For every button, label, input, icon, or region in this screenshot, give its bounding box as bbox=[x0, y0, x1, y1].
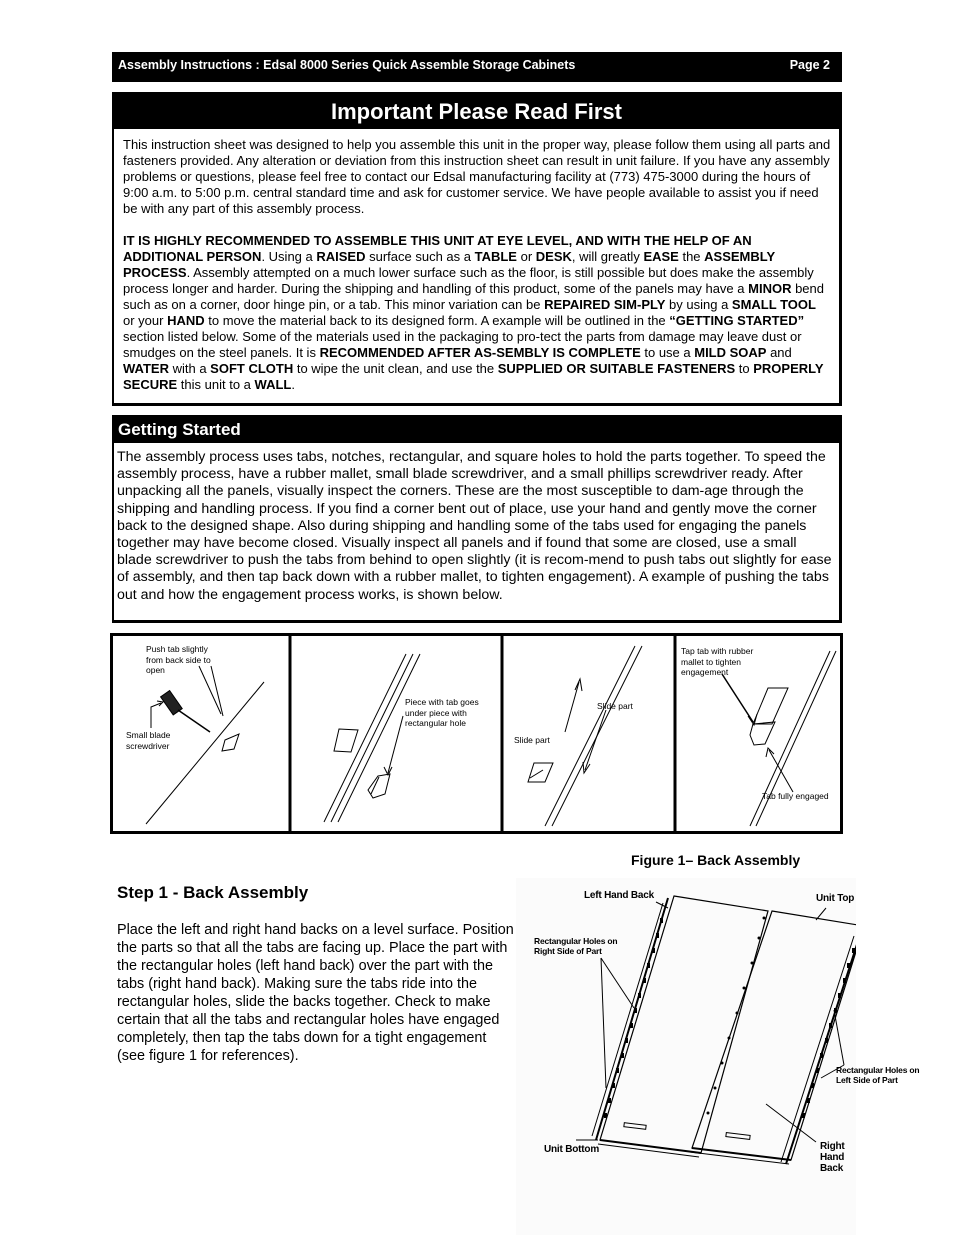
para-2-segment: IT IS HIGHLY RECOMMENDED TO ASSEMBLE THIS UNIT AT EYE LEVEL, AND WITH THE HELP OF AN ADDITIONAL PERSON bbox=[123, 233, 752, 264]
para-2-segment: the bbox=[678, 249, 705, 264]
label-unit-bottom: Unit Bottom bbox=[544, 1144, 600, 1155]
para-2-segment: this unit to a bbox=[177, 377, 255, 392]
page-number: Page 2 bbox=[789, 58, 830, 72]
getting-started-heading: Getting Started bbox=[114, 417, 839, 443]
step-1-title: Step 1 - Back Assembly bbox=[117, 883, 309, 902]
para-2-segment: MILD SOAP bbox=[694, 345, 767, 360]
para-2-segment: HAND bbox=[167, 313, 205, 328]
para-2-segment: SOFT CLOTH bbox=[210, 361, 294, 376]
para-2-segment: with a bbox=[168, 361, 211, 376]
document-title: Assembly Instructions : Edsal 8000 Series Quick Assemble Storage Cabinets bbox=[118, 58, 576, 72]
para-2-segment: to wipe the unit clean, and use the bbox=[293, 361, 498, 376]
figure-caption: Figure 1– Back Assembly bbox=[631, 852, 801, 868]
para-2-segment: . bbox=[291, 377, 295, 392]
tab-engagement-illustrations bbox=[110, 633, 843, 834]
para-2-segment: REPAIRED SIM-PLY bbox=[544, 297, 666, 312]
para-2-segment: and bbox=[766, 345, 792, 360]
label-rectangular-holes-right: Rectangular Holes on Right Side of Part bbox=[534, 936, 618, 956]
label-right-hand-back: Right Hand Back bbox=[820, 1141, 845, 1174]
para-2-segment: PROPERLY SECURE bbox=[123, 361, 824, 392]
para-2-segment: to use a bbox=[640, 345, 695, 360]
para-2-segment: MINOR bbox=[748, 281, 792, 296]
back-assembly-drawing bbox=[516, 878, 856, 1235]
label-unit-top: Unit Top bbox=[816, 893, 855, 904]
back-assembly-figure bbox=[516, 878, 920, 1235]
para-2-segment: . Assembly attempted on a much lower surface such as the floor, is still possible but does make the assembly process longer and harder. During the shipping and handling of this product, some of the panels may have a bbox=[123, 265, 814, 296]
panel-3-slide-label-b: Slide part bbox=[597, 701, 633, 711]
important-para-2 bbox=[123, 233, 831, 393]
para-2-segment: ASSEMBLY PROCESS bbox=[123, 249, 775, 280]
para-2-segment: RECOMMENDED AFTER AS-SEMBLY IS COMPLETE bbox=[319, 345, 641, 360]
para-2-segment: , will greatly bbox=[571, 249, 644, 264]
para-2-segment: bend such as on a corner, door hinge pin, or a tab. This minor variation can be bbox=[123, 281, 825, 312]
para-2-segment: surface such as a bbox=[365, 249, 475, 264]
para-2-segment: by using a bbox=[665, 297, 732, 312]
para-2-segment: “GETTING STARTED” bbox=[669, 313, 805, 328]
para-2-segment: or bbox=[516, 249, 536, 264]
panel-2-piece-label: Piece with tab goes under piece with rectangular hole bbox=[405, 697, 479, 728]
step-1-text: Place the left and right hand backs on a level surface. Position the parts so that all the tabs are facing up. Place the part with the rectangular holes (left hand back) over the part with the tabs (right hand back). Making sure the tabs ride into the rectangular holes, slide the backs together. Check to make certain that all the tabs and rectangular holes have engaged completely, then tap the tabs down for a tight engagement (see figure 1 for references). bbox=[117, 922, 514, 1064]
important-para-1: This instruction sheet was designed to help you assemble this unit in the proper way, please follow them using all parts and fasteners provided. Any alteration or deviation from this instruction sheet can result in unit failure. If you have any assembly problems or questions, please feel free to contact our Edsal manufacturing facility at (773) 475-3000 during the hours of 9:00 a.m. to 5:00 p.m. central standard time and ask for customer service. We have people available to assist you if need be with any part of this assembly process. bbox=[123, 137, 831, 216]
para-2-segment: WALL bbox=[254, 377, 292, 392]
panel-1-screwdriver-label: Small blade screwdriver bbox=[126, 730, 171, 751]
para-2-segment: RAISED bbox=[316, 249, 366, 264]
para-2-segment: EASE bbox=[643, 249, 679, 264]
para-2-segment: or your bbox=[123, 313, 168, 328]
label-rectangular-holes-left: Rectangular Holes on Left Side of Part bbox=[836, 1065, 920, 1085]
para-2-segment: to move the material back to its designed form. A example will be outlined in the bbox=[204, 313, 670, 328]
getting-started-section bbox=[112, 415, 842, 623]
para-2-segment: to bbox=[735, 361, 754, 376]
panel-3-slide-label-a: Slide part bbox=[514, 735, 550, 745]
para-2-segment: SUPPLIED OR SUITABLE FASTENERS bbox=[497, 361, 736, 376]
para-2-segment: DESK bbox=[535, 249, 572, 264]
panel-1-push-label: Push tab slightly from back side to open bbox=[146, 644, 211, 675]
para-2-segment: . Using a bbox=[261, 249, 317, 264]
getting-started-body: The assembly process uses tabs, notches, rectangular, and square holes to hold the parts together. To speed the assembly process, have a rubber mallet, small blade screwdriver, and a small phillips screwdriver ready. After unpacking all the panels, visually inspect the corners. These are the most susceptible to dam-age through the shipping and handling process. If you find a corner bent out of place, use your hand and gently move the corner back to the designed shape. Also during shipping and handling some of the tabs used for engaging the panels together may have become closed. Visually inspect all panels and if found that some are closed, use a small blade screwdriver to push the tabs from behind to open slightly (it is recom-mend to push tabs out slightly for ease of assembly, and then tap back down with a rubber mallet, to tighten engagement). A example of pushing the tabs out and how the engagement process works, is shown below. bbox=[117, 449, 832, 603]
para-2-segment: SMALL TOOL bbox=[731, 297, 816, 312]
para-2-segment: TABLE bbox=[474, 249, 517, 264]
important-heading: Important Please Read First bbox=[114, 94, 839, 129]
label-left-hand-back: Left Hand Back bbox=[584, 890, 654, 901]
page-header bbox=[112, 52, 842, 82]
para-2-segment: section listed below. Some of the materials used in the packaging to pro-tect the parts from damage may leave dust or smudges on the steel panels. It is bbox=[123, 329, 802, 360]
panel-4-engaged-label: Tab fully engaged bbox=[762, 791, 829, 801]
para-2-segment: WATER bbox=[123, 361, 169, 376]
important-section bbox=[112, 92, 842, 406]
panel-2-drawing bbox=[324, 654, 420, 822]
panel-4-tap-label: Tap tab with rubber mallet to tighten engagement bbox=[681, 646, 754, 677]
